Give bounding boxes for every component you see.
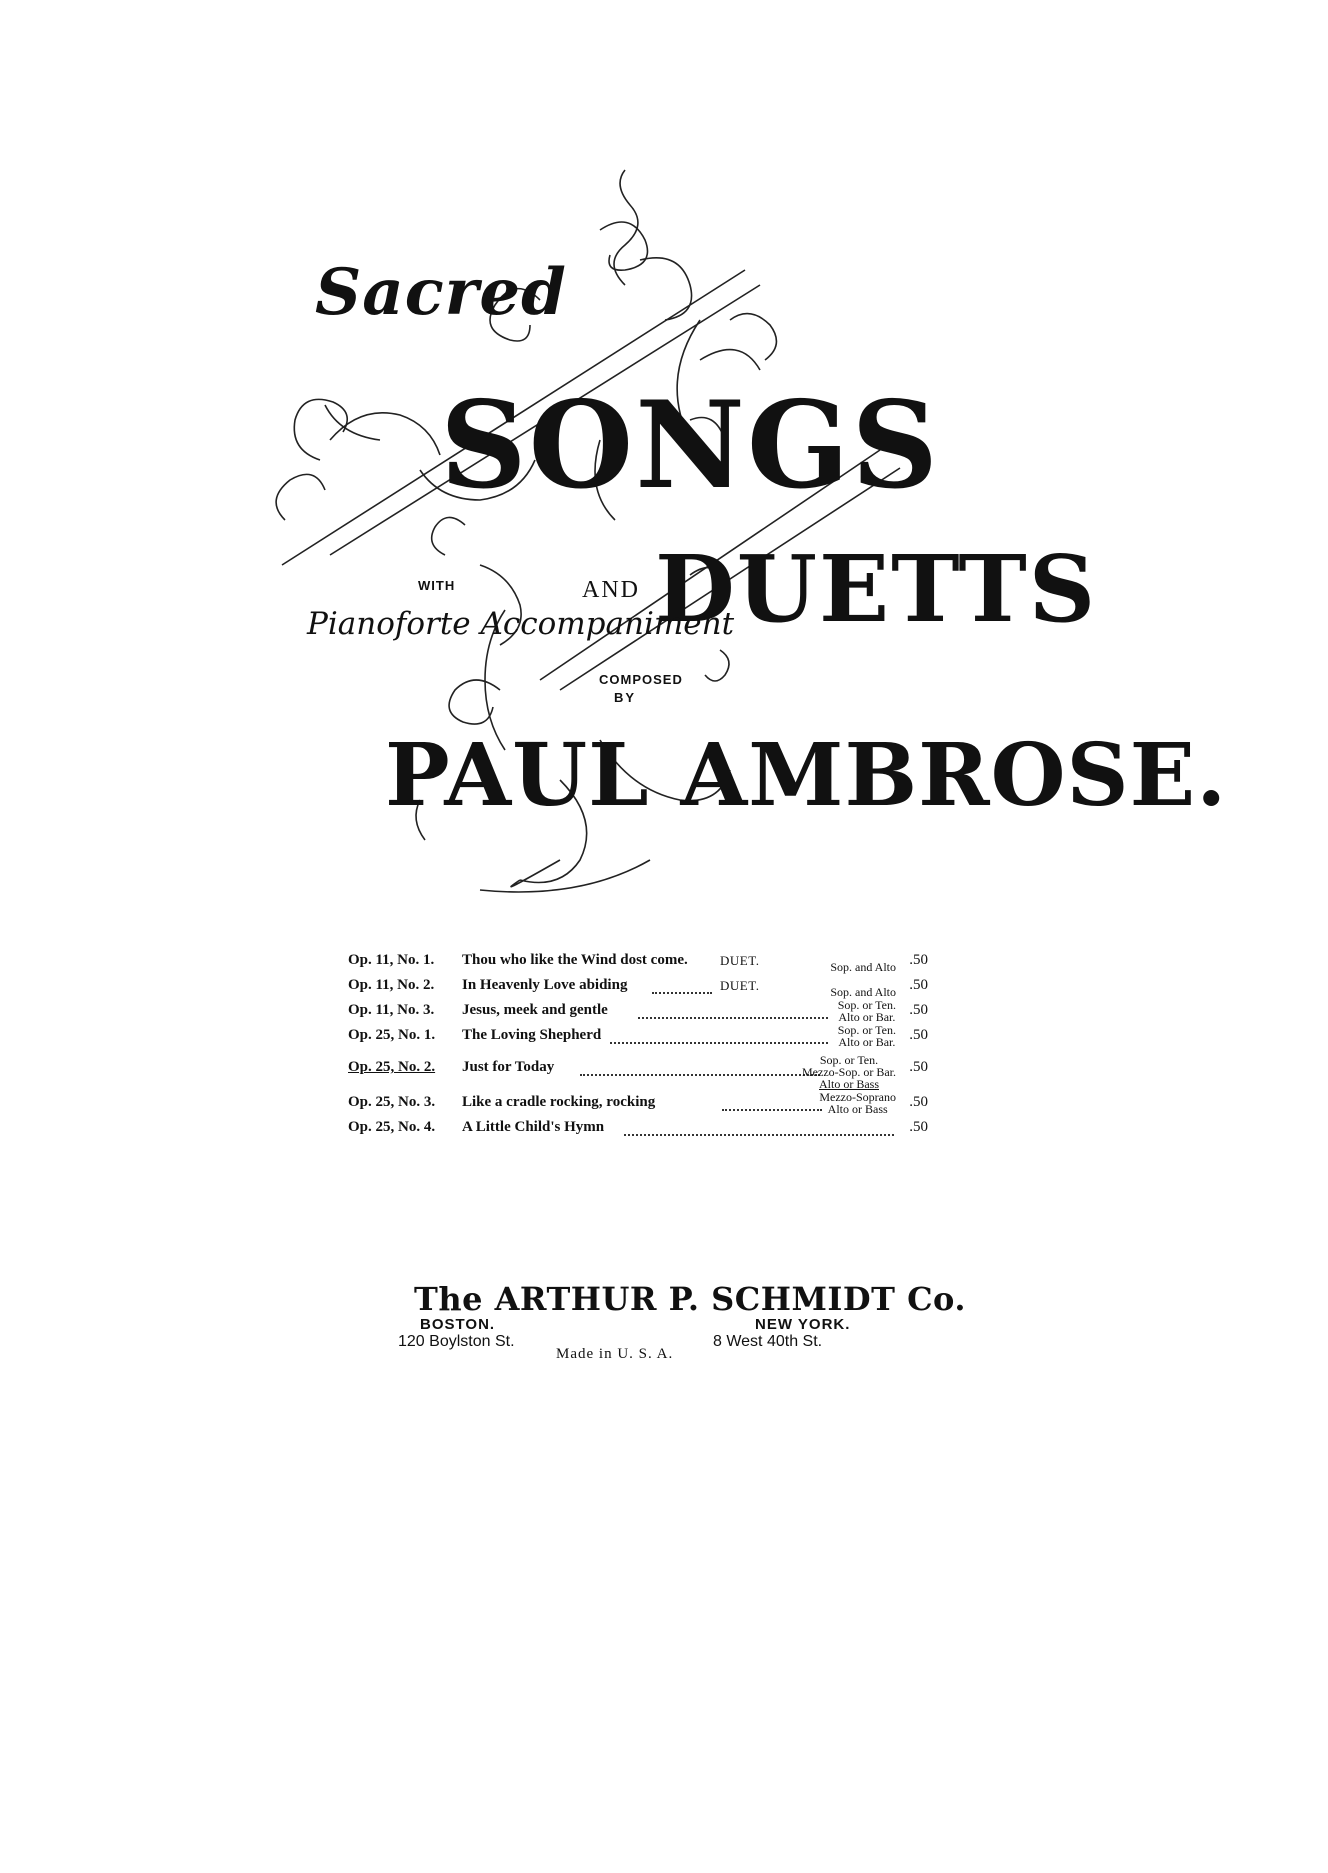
work-voices: Sop. or Ten. Alto or Bar.	[837, 998, 896, 1024]
leader-dots	[624, 1134, 894, 1136]
work-row	[348, 1025, 928, 1050]
work-title: The Loving Shepherd	[462, 1027, 602, 1043]
work-opus: Op. 25, No. 4.	[348, 1119, 436, 1135]
subtitle: Pianoforte Accompaniment	[307, 606, 735, 642]
publisher-address-boston: 120 Boylston St.	[398, 1333, 515, 1350]
leader-dots	[638, 1017, 828, 1019]
by-label: BY	[614, 690, 637, 705]
work-price: .50	[909, 1119, 928, 1135]
work-title: Just for Today	[462, 1059, 555, 1075]
work-row	[348, 1092, 928, 1117]
work-price: .50	[909, 1027, 928, 1043]
work-voices: Sop. and Alto	[830, 960, 896, 974]
work-title: Like a cradle rocking, rocking	[462, 1094, 656, 1110]
work-price: .50	[909, 1002, 928, 1018]
work-title: In Heavenly Love abiding	[462, 977, 628, 993]
work-opus: Op. 25, No. 2.	[348, 1059, 436, 1075]
work-title: Jesus, meek and gentle	[462, 1002, 608, 1018]
title-word-songs: SONGS	[440, 375, 941, 516]
work-voices: Sop. or Ten. Alto or Bar.	[837, 1023, 896, 1049]
work-duet: DUET.	[720, 978, 760, 993]
works-list	[348, 950, 928, 1142]
work-opus: Op. 11, No. 2.	[348, 977, 435, 993]
work-opus: Op. 25, No. 3.	[348, 1094, 436, 1110]
leader-dots	[722, 1109, 822, 1111]
made-in-label: Made in U. S. A.	[556, 1346, 674, 1362]
work-row	[348, 975, 928, 1000]
work-price: .50	[909, 952, 928, 968]
composed-label: COMPOSED	[599, 672, 683, 687]
work-title: A Little Child's Hymn	[462, 1119, 605, 1135]
work-title: Thou who like the Wind dost come.	[462, 952, 688, 968]
work-opus: Op. 11, No. 1.	[348, 952, 435, 968]
work-row	[348, 1000, 928, 1025]
work-price: .50	[909, 1059, 928, 1075]
work-price: .50	[909, 977, 928, 993]
publisher-city-boston: BOSTON.	[420, 1316, 496, 1333]
work-row	[348, 950, 928, 975]
leader-dots	[580, 1074, 820, 1076]
work-opus: Op. 25, No. 1.	[348, 1027, 436, 1043]
work-duet: DUET.	[720, 953, 760, 968]
work-row	[348, 1117, 928, 1142]
work-price: .50	[909, 1094, 928, 1110]
work-voices: Sop. or Ten. Mezzo-Sop. or Bar. Alto or Bass	[802, 1053, 896, 1091]
leader-dots	[610, 1042, 828, 1044]
title-with: WITH	[418, 578, 456, 593]
work-voices: Mezzo-Soprano Alto or Bass	[819, 1090, 896, 1116]
publisher-city-newyork: NEW YORK.	[755, 1316, 851, 1333]
work-voices: Sop. and Alto	[830, 985, 896, 999]
publisher-address-newyork: 8 West 40th St.	[713, 1333, 823, 1350]
title-word-duetts: DUETTS	[655, 535, 1098, 643]
publisher-name: The ARTHUR P. SCHMIDT Co.	[414, 1280, 966, 1318]
work-opus: Op. 11, No. 3.	[348, 1002, 435, 1018]
title-word-sacred: Sacred	[315, 255, 567, 330]
title-and: AND	[582, 577, 640, 603]
work-row	[348, 1050, 928, 1092]
leader-dots	[652, 992, 712, 994]
composer-name: PAUL AMBROSE.	[385, 725, 1228, 826]
